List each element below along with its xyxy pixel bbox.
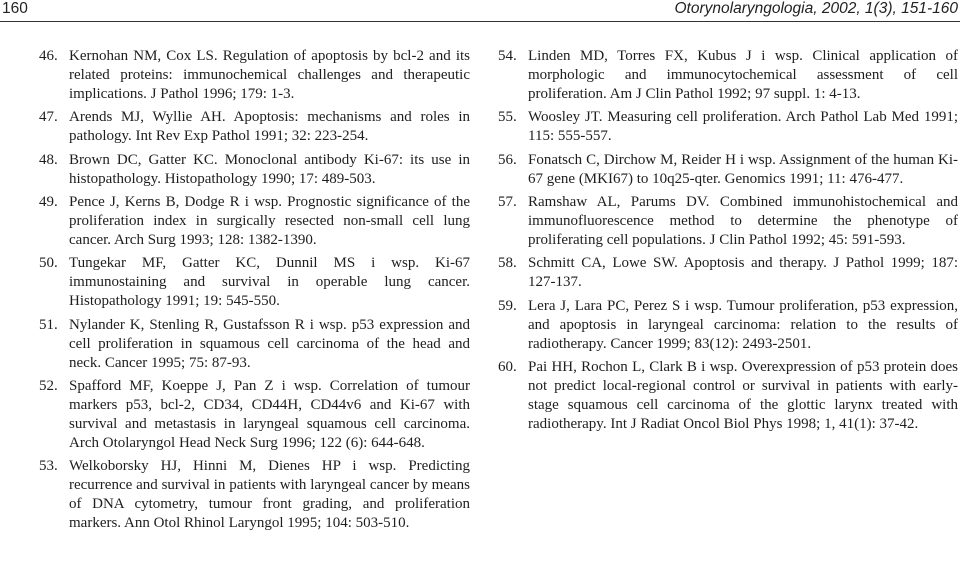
reference-number: 48.: [39, 151, 58, 168]
reference-number: 50.: [39, 255, 58, 272]
reference-number: 53.: [39, 458, 58, 475]
reference-text: Nylander K, Stenling R, Gustafsson R i wsp. p53 expression and cell proliferation in squamous cell carcinoma of the head and neck. Cancer 1995; 75: 87-93.: [69, 316, 470, 371]
reference-text: Linden MD, Torres FX, Kubus J i wsp. Clinical application of morphologic and immunocytochemical assessment of cell proliferation. Am J Clin Pathol 1992; 97 suppl. 1: 4-13.: [528, 48, 958, 102]
reference-52: [39, 377, 470, 453]
reference-51: [39, 316, 470, 373]
reference-54: [498, 47, 958, 104]
reference-number: 52.: [39, 378, 58, 395]
reference-number: 57.: [498, 194, 517, 211]
reference-text: Ramshaw AL, Parums DV. Combined immunohistochemical and immunofluorescence method to determine the phenotype of proliferating cell populations. J Clin Pathol 1992; 45: 591-593.: [528, 194, 958, 248]
reference-text: Arends MJ, Wyllie AH. Apoptosis: mechanisms and roles in pathology. Int Rev Exp Pathol 1991; 32: 223-254.: [69, 109, 470, 145]
reference-59: [498, 297, 958, 354]
reference-number: 56.: [498, 151, 517, 168]
reference-57: [498, 193, 958, 250]
page-header: [0, 0, 960, 20]
page-number: 160: [2, 0, 28, 17]
reference-50: [39, 254, 470, 311]
reference-47: [39, 108, 470, 146]
reference-number: 60.: [498, 359, 517, 376]
reference-48: [39, 151, 470, 189]
reference-60: [498, 358, 958, 434]
reference-number: 58.: [498, 255, 517, 272]
reference-56: [498, 151, 958, 189]
reference-number: 49.: [39, 194, 58, 211]
reference-text: Lera J, Lara PC, Perez S i wsp. Tumour proliferation, p53 expression, and apoptosis in laryngeal carcinoma: relation to the results of radiotherapy. Cancer 1999; 83(12): 2493-2501.: [528, 297, 958, 352]
reference-number: 59.: [498, 297, 517, 314]
reference-46: [39, 47, 470, 104]
reference-text: Fonatsch C, Dirchow M, Reider H i wsp. Assignment of the human Ki-67 gene (MKI67) to 10q25-qter. Genomics 1991; 11: 476-477.: [528, 151, 958, 187]
reference-text: Tungekar MF, Gatter KC, Dunnil MS i wsp. Ki-67 immunostaining and survival in operable lung cancer. Histopathology 1991; 19: 545-550.: [69, 255, 470, 310]
reference-text: Schmitt CA, Lowe SW. Apoptosis and therapy. J Pathol 1999; 187: 127-137.: [528, 255, 958, 291]
reference-number: 55.: [498, 109, 517, 126]
header-rule: [0, 21, 960, 22]
reference-58: [498, 254, 958, 292]
reference-number: 51.: [39, 316, 58, 333]
reference-list-right: [498, 47, 958, 438]
reference-number: 47.: [39, 109, 58, 126]
reference-53: [39, 457, 470, 533]
reference-55: [498, 108, 958, 146]
journal-running-head: Otorynolaryngologia, 2002, 1(3), 151-160: [674, 0, 958, 17]
reference-text: Kernohan NM, Cox LS. Regulation of apoptosis by bcl-2 and its related proteins: immunochemical challenges and therapeutic implications. J Pathol 1996; 179: 1-3.: [69, 48, 470, 102]
reference-text: Welkoborsky HJ, Hinni M, Dienes HP i wsp. Predicting recurrence and survival in patients with laryngeal cancer by means of DNA cytometry, tumour front grading, and proliferation markers. Ann Otol Rhinol Laryngol 1995; 104: 503-510.: [69, 458, 470, 531]
reference-text: Pai HH, Rochon L, Clark B i wsp. Overexpression of p53 protein does not predict local-regional control or survival in patients with early-stage squamous cell carcinoma of the glottic larynx treated with radiotherapy. Int J Radiat Oncol Biol Phys 1998; 1, 41(1): 37-42.: [528, 359, 958, 432]
reference-text: Spafford MF, Koeppe J, Pan Z i wsp. Correlation of tumour markers p53, bcl-2, CD34, CD44H, CD44v6 and Ki-67 with survival and metastasis in laryngeal squamous cell carcinoma. Arch Otolaryngol Head Neck Surg 1996; 122 (6): 644-648.: [69, 378, 470, 451]
reference-number: 46.: [39, 48, 58, 64]
reference-number: 54.: [498, 48, 517, 64]
reference-text: Woosley JT. Measuring cell proliferation. Arch Pathol Lab Med 1991; 115: 555-557.: [528, 109, 958, 145]
reference-49: [39, 193, 470, 250]
reference-text: Pence J, Kerns B, Dodge R i wsp. Prognostic significance of the proliferation index in surgically resected non-small cell lung cancer. Arch Surg 1993; 128: 1382-1390.: [69, 194, 470, 248]
reference-text: Brown DC, Gatter KC. Monoclonal antibody Ki-67: its use in histopathology. Histopathology 1990; 17: 489-503.: [69, 151, 470, 187]
reference-list-left: [39, 47, 470, 538]
